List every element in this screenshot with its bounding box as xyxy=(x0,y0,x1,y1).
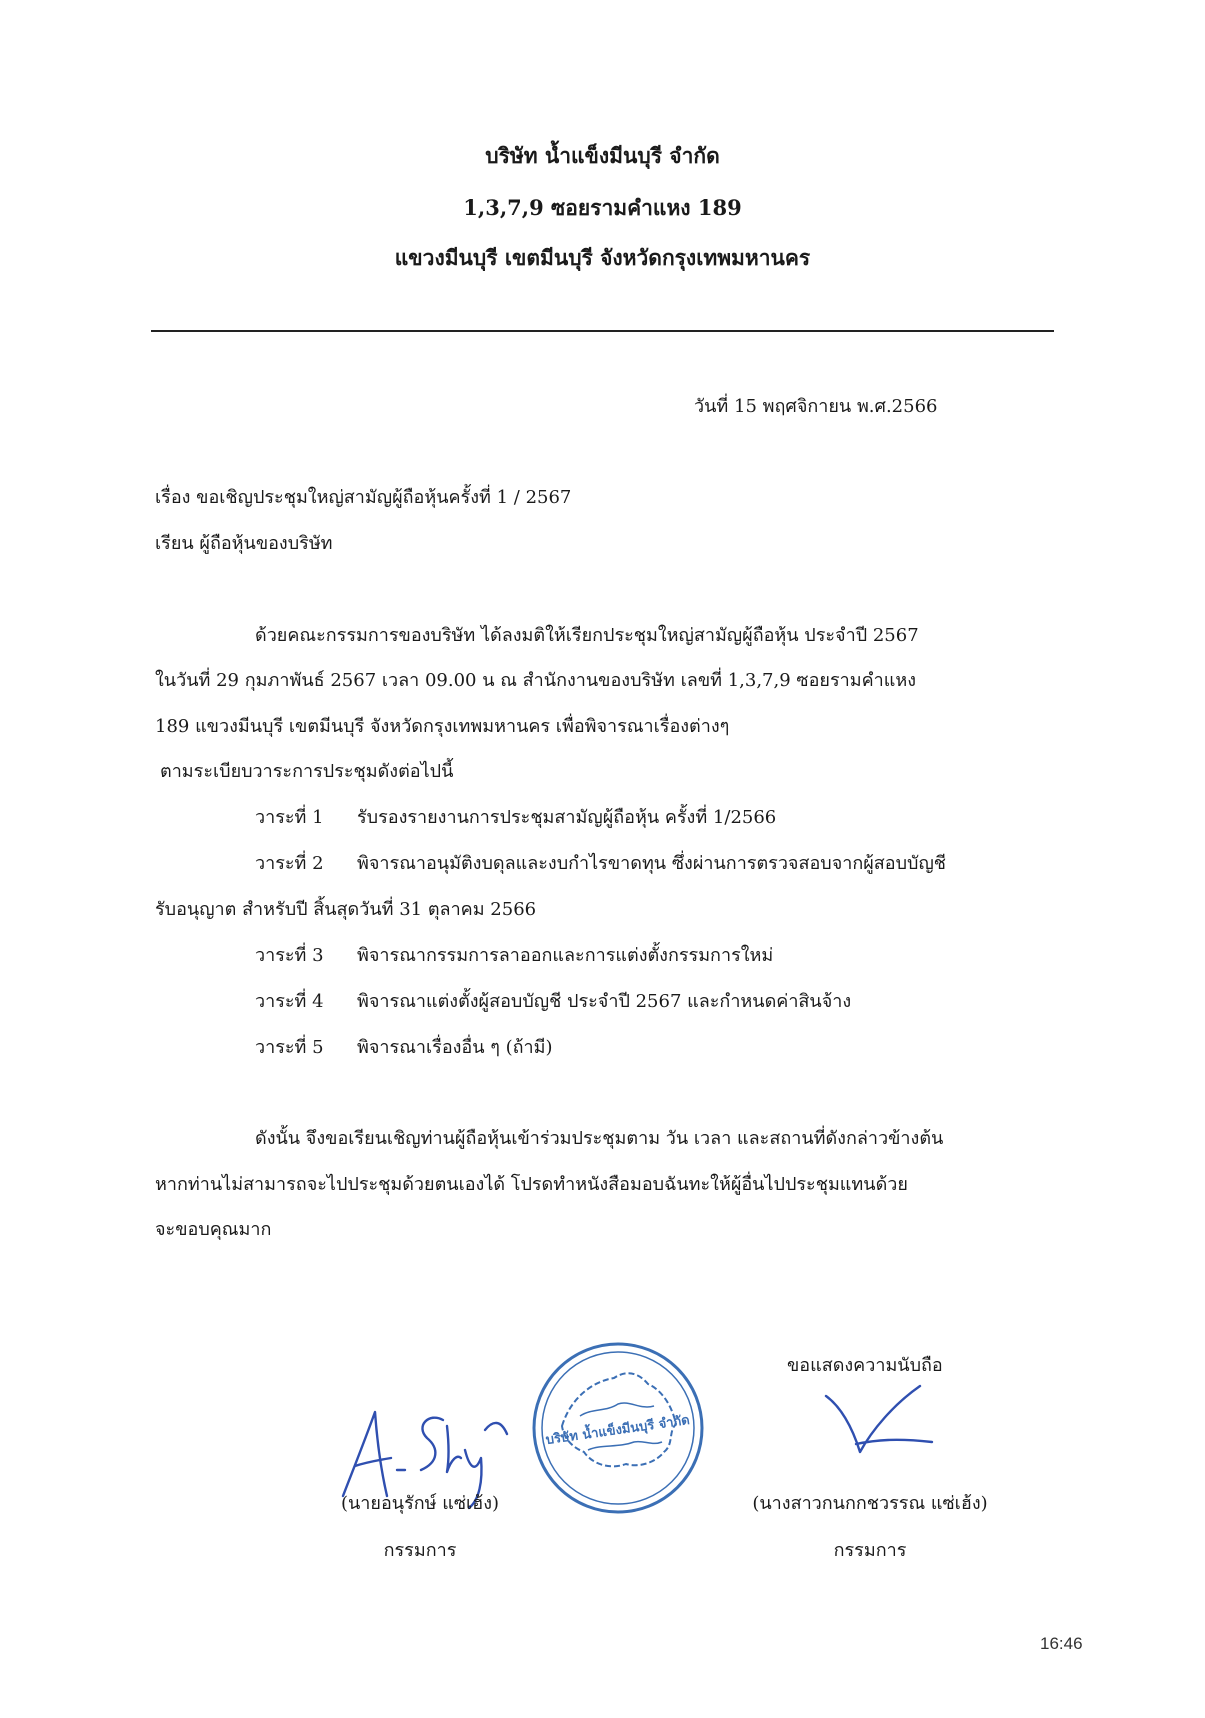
company-address-line1: 1,3,7,9 ซอยรามคำแหง 189 xyxy=(463,195,742,220)
company-name: บริษัท น้ำแข็งมีนบุรี จำกัด xyxy=(485,143,720,168)
header-divider xyxy=(151,330,1054,332)
closing-line-1: ดังนั้น จึงขอเรียนเชิญท่านผู้ถือหุ้นเข้าร่วมประชุมตาม วัน เวลา และสถานที่ดังกล่าวข้างต้น xyxy=(255,1128,944,1149)
body-line-1: ด้วยคณะกรรมการของบริษัท ได้ลงมติให้เรียกประชุมใหญ่สามัญผู้ถือหุ้น ประจำปี 2567 xyxy=(255,625,919,646)
agenda-2-continuation: รับอนุญาต สำหรับปี สิ้นสุดวันที่ 31 ตุลาคม 2566 xyxy=(155,899,537,920)
signature-right xyxy=(820,1382,940,1462)
agenda-5-text: พิจารณาเรื่องอื่น ๆ (ถ้ามี) xyxy=(357,1037,553,1058)
signatory-left-name: (นายอนุรักษ์ แซ่เฮ้ง) xyxy=(340,1493,500,1514)
body-line-3: 189 แขวงมีนบุรี เขตมีนบุรี จังหวัดกรุงเทพมหานคร เพื่อพิจารณาเรื่องต่างๆ xyxy=(155,716,730,737)
agenda-2-text: พิจารณาอนุมัติงบดุลและงบกำไรขาดทุน ซึ่งผ่านการตรวจสอบจากผู้สอบบัญชี xyxy=(357,853,947,874)
body-line-4: ตามระเบียบวาระการประชุมดังต่อไปนี้ xyxy=(160,761,454,782)
signatory-right-title: กรรมการ xyxy=(833,1540,907,1561)
agenda-5-number: วาระที่ 5 xyxy=(255,1037,324,1058)
letter-date: วันที่ 15 พฤศจิกายน พ.ศ.2566 xyxy=(694,396,938,417)
signatory-right-name: (นางสาวกนกกชวรรณ แซ่เฮ้ง) xyxy=(752,1493,988,1514)
agenda-1-text: รับรองรายงานการประชุมสามัญผู้ถือหุ้น ครั้งที่ 1/2566 xyxy=(357,807,777,828)
signoff-text: ขอแสดงความนับถือ xyxy=(787,1355,943,1376)
body-line-2: ในวันที่ 29 กุมภาพันธ์ 2567 เวลา 09.00 น ณ สำนักงานของบริษัท เลขที่ 1,3,7,9 ซอยรามคำแหง xyxy=(155,670,917,691)
agenda-4-number: วาระที่ 4 xyxy=(255,991,324,1012)
agenda-4-text: พิจารณาแต่งตั้งผู้สอบบัญชี ประจำปี 2567 และกำหนดค่าสินจ้าง xyxy=(357,991,852,1012)
letter-recipient: เรียน ผู้ถือหุ้นของบริษัท xyxy=(155,533,333,554)
footer-timestamp: 16:46 xyxy=(1040,1634,1083,1653)
signatory-left-title: กรรมการ xyxy=(383,1540,457,1561)
agenda-2-number: วาระที่ 2 xyxy=(255,853,324,874)
letter-subject: เรื่อง ขอเชิญประชุมใหญ่สามัญผู้ถือหุ้นครั้งที่ 1 / 2567 xyxy=(155,487,572,508)
closing-line-2: หากท่านไม่สามารถจะไปประชุมด้วยตนเองได้ โปรดทำหนังสือมอบฉันทะให้ผู้อื่นไปประชุมแทนด้วย xyxy=(155,1174,908,1195)
closing-line-3: จะขอบคุณมาก xyxy=(155,1219,272,1240)
agenda-1-number: วาระที่ 1 xyxy=(255,807,324,828)
agenda-3-number: วาระที่ 3 xyxy=(255,945,324,966)
agenda-3-text: พิจารณากรรมการลาออกและการแต่งตั้งกรรมการใหม่ xyxy=(357,945,774,966)
company-address-line2: แขวงมีนบุรี เขตมีนบุรี จังหวัดกรุงเทพมหานคร xyxy=(394,245,811,270)
svg-text:บริษัท น้ำแข็งมีนบุรี จำกัด: บริษัท น้ำแข็งมีนบุรี จำกัด xyxy=(544,1412,691,1449)
company-stamp xyxy=(530,1340,706,1516)
